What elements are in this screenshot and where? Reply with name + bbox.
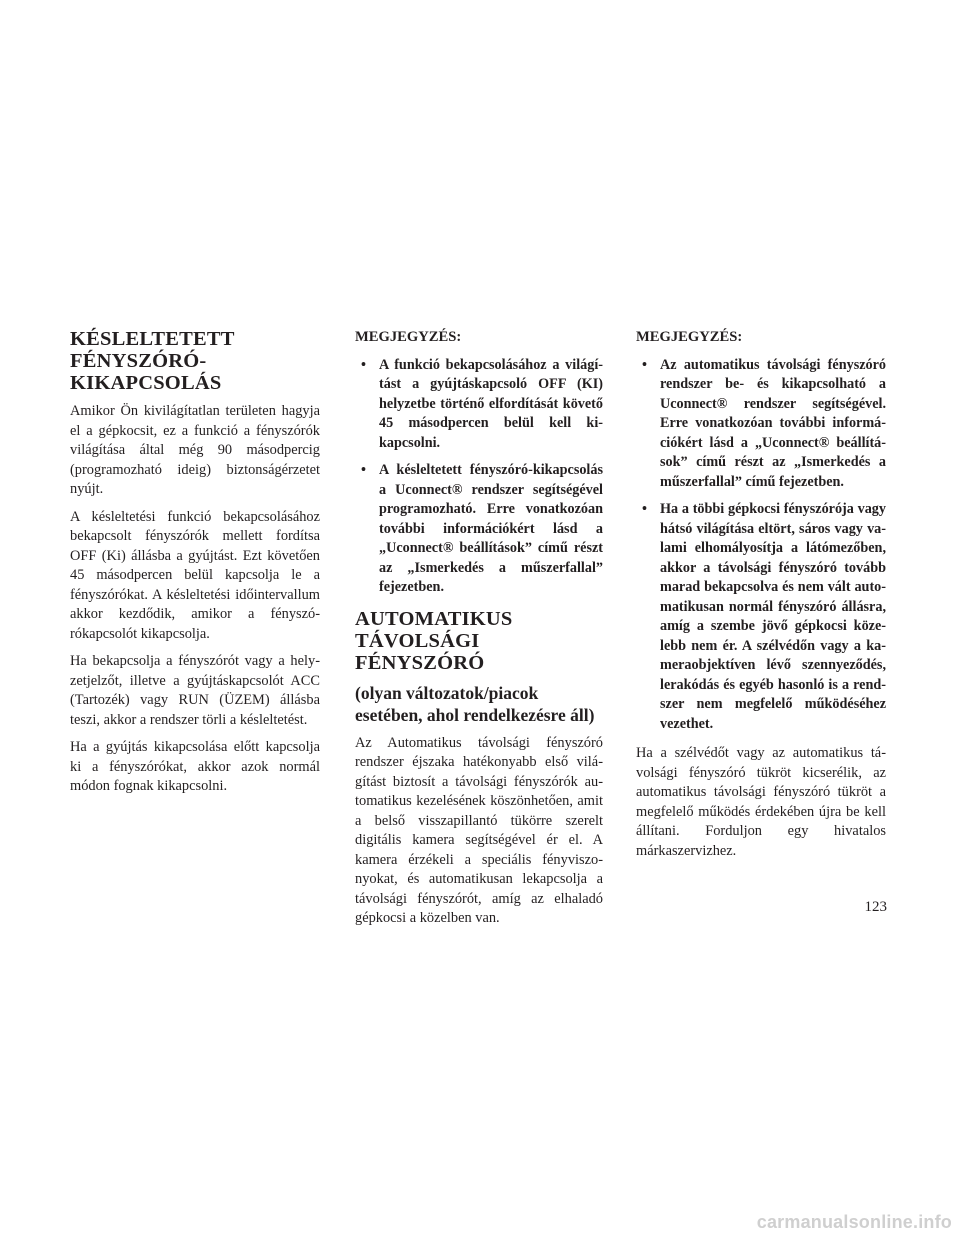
note-text: A késleltetett fényszóró-kikapcsolás a Uconnect® rendszer segítségével programozható. Erre vonatkozóan további információkért lásd a „Uconnect® beállítások” című részt az „Ismerkedés a műszerfallal” fejezetben.	[379, 462, 603, 595]
note-text: Az automatikus távolsági fényszóró rendszer be- és kikapcsolható a Uconnect® rendszer segítségével. Erre vonatkozóan további információkért lásd a „Uconnect® beállítások” című részt az „Ismerkedés a műszerfallal” című fejezetben.	[660, 356, 886, 490]
column-middle	[355, 326, 603, 937]
note-title: MEGJEGYZÉS:	[355, 329, 462, 345]
note-list	[636, 356, 886, 735]
bullet-icon: •	[642, 356, 647, 373]
paragraph: Ha a gyújtás kikapcsolása előtt kapcsolja ki a fényszórókat, akkor azok normál módon fognak kikapcsolni.	[70, 739, 320, 794]
bullet-icon: •	[361, 356, 366, 373]
column-left	[70, 326, 320, 805]
note-item	[355, 461, 603, 598]
paragraph: Ha a szélvédőt vagy az automatikus távolsági fényszóró tükröt kicserélik, az automatikus távolsági fényszóró tükröt a megfelelő működés érdekében újra be kell állítani. Forduljon egy hivatalos márkaszervizhez.	[636, 745, 886, 859]
note-text: Ha a többi gépkocsi fényszórója vagy hátsó világítása eltört, sáros vagy valami elhomályosítja a látómezőben, akkor a távolsági fényszóró tovább marad bekapcsolva és nem vált automatikusan normál fényszóró állásra, amíg a szembe jövő gépkocsi közelebb nem ér. A szélvédőn vagy a kameraobjektíven lévő szennyeződés, lerakódás és egyéb hasonló is a rendszer nem megfelelő működéséhez vezethet.	[660, 501, 886, 732]
section-heading-delayed-headlights: KÉSLELTETETT FÉNYSZÓRÓ-KIKAPCSOLÁS	[70, 328, 235, 394]
column-right	[636, 326, 886, 869]
note-text: A funkció bekapcsolásához a világítást a gyújtáskapcsoló OFF (KI) helyzetbe történő elfordítását követő 45 másodpercen belül kell kikapcsolni.	[379, 356, 603, 451]
note-item	[355, 356, 603, 454]
watermark: carmanualsonline.info	[756, 1212, 952, 1232]
paragraph: Ha bekapcsolja a fényszórót vagy a helyzetjelzőt, illetve a gyújtáskapcsolót ACC (Tartozék) vagy RUN (ÜZEM) állásba teszi, akkor a rendszer törli a késleltetést.	[70, 653, 320, 728]
page-number: 123	[864, 899, 887, 915]
bullet-icon: •	[642, 501, 647, 517]
paragraph: Amikor Ön kivilágítatlan területen hagyja el a gépkocsit, ez a funkció a fényszórók világítása által még 90 másodpercig (programozható ideig) biztonságérzetet nyújt.	[70, 403, 320, 497]
note-item	[636, 500, 886, 734]
bullet-icon: •	[361, 462, 366, 478]
section-heading-auto-high-beam: AUTOMATIKUS TÁVOLSÁGI FÉNYSZÓRÓ	[355, 607, 513, 674]
note-list	[355, 356, 603, 598]
note-item	[636, 356, 886, 493]
section-subheading: (olyan változatok/piacok esetében, ahol rendelkezésre áll)	[355, 682, 595, 725]
paragraph: Az Automatikus távolsági fényszóró rendszer éjszaka hatékonyabb első világítást biztosít a távolsági fényszórók automatikus kezelésének köszönhetően, amit a belső visszapillantó tükörre szerelt digitális kamera segítségével ér el. A kamera érzékeli a speciális fényviszonyokat, és automatikusan lekapcsolja a távolsági fényszórót, amíg az elhaladó gépkocsi a közelben van.	[355, 734, 603, 926]
note-title: MEGJEGYZÉS:	[636, 329, 743, 345]
paragraph: A késleltetési funkció bekapcsolásához bekapcsolt fényszórók mellett fordítsa OFF (Ki) állásba a gyújtást. Ezt követően 45 másodpercen belül kapcsolja le a fényszórókat. A késleltetési időintervallum akkor kezdődik, amikor a fényszórókapcsolót kikapcsolja.	[70, 508, 320, 642]
